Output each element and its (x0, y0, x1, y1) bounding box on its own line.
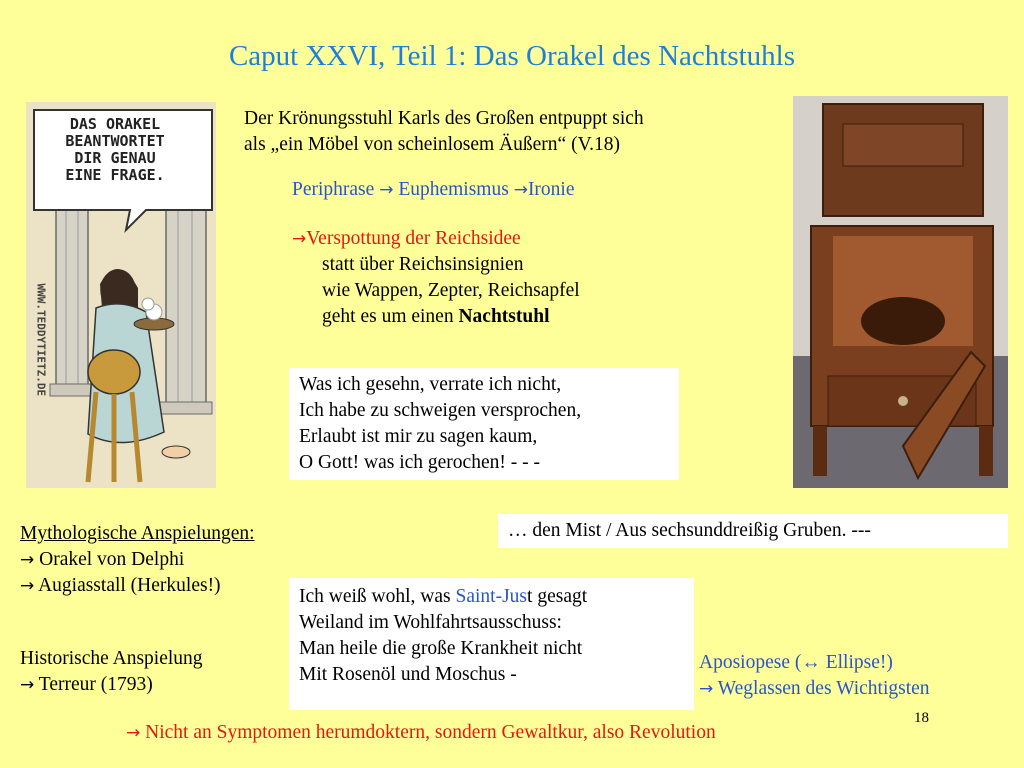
arrow-right-icon: → (379, 180, 394, 200)
arrow-right-icon: → (20, 675, 35, 695)
verspottung-block (292, 226, 580, 330)
verse-line: t gesagt (527, 586, 588, 607)
verspottung-line: geht es um einen (322, 306, 459, 327)
aposiopese-block (699, 650, 930, 702)
conclusion-text: Nicht an Symptomen herumdoktern, sondern Gewaltkur, also Revolution (145, 722, 716, 743)
cartoon-watermark: WWW.TEDDYTIETZ.DE (34, 283, 48, 397)
verspottung-heading: Verspottung der Reichsidee (306, 228, 521, 249)
verse-line: Erlaubt ist mir zu sagen kaum, (299, 426, 538, 447)
slide-title: Caput XXVI, Teil 1: Das Orakel des Nachtstuhls (228, 40, 796, 72)
page-number: 18 (914, 710, 929, 726)
commode-photo (793, 96, 1008, 488)
verse-line: Mit Rosenöl und Moschus - (299, 664, 517, 685)
periphrase-label: Periphrase (292, 179, 375, 200)
arrow-right-icon: → (20, 576, 35, 596)
arrow-right-icon: → (513, 180, 528, 200)
oracle-cartoon-image (26, 102, 216, 488)
euphemismus-label: Euphemismus (398, 179, 509, 200)
verse-line: Was ich gesehn, verrate ich nicht, (299, 374, 562, 395)
verse-line: Ich weiß wohl, was (299, 586, 456, 607)
mythology-item: Augiasstall (Herkules!) (38, 575, 221, 596)
verse-line: Weiland im Wohlfahrtsausschuss: (299, 612, 562, 633)
arrow-right-icon: → (126, 723, 141, 743)
history-block (20, 646, 203, 698)
verspottung-line: wie Wappen, Zepter, Reichsapfel (322, 280, 580, 301)
intro-line: als „ein Möbel von scheinlosem Äußern“ (V.18) (244, 134, 621, 155)
mythology-heading: Mythologische Anspielungen: (20, 523, 255, 544)
aposiopese-heading: Aposiopese (↔ Ellipse!) (699, 652, 893, 673)
arrow-right-icon: → (292, 229, 307, 249)
speech-line: BEANTWORTET (65, 132, 165, 150)
nachtstuhl-emphasis: Nachtstuhl (458, 306, 550, 327)
intro-text (244, 106, 644, 158)
verse-line: O Gott! was ich gerochen! - - - (299, 452, 540, 473)
aposiopese-explanation: Weglassen des Wichtigsten (717, 678, 930, 699)
cartoon-speech-bubble (40, 116, 190, 184)
history-heading: Historische Anspielung (20, 648, 203, 669)
stylistic-figures-line (292, 177, 575, 203)
speech-line: DIR GENAU (74, 149, 156, 167)
speech-line: EINE FRAGE. (65, 166, 165, 184)
verse-line: Ich habe zu schweigen versprochen, (299, 400, 582, 421)
ironie-label: Ironie (527, 179, 575, 200)
history-item: Terreur (1793) (38, 674, 153, 695)
quote-saint-just-box (289, 578, 694, 710)
commode-drawing (793, 96, 1008, 488)
arrow-right-icon: → (699, 679, 714, 699)
verse-line: Man heile die große Krankheit nicht (299, 638, 583, 659)
intro-line: Der Krönungsstuhl Karls des Großen entpuppt sich (244, 108, 644, 129)
mythology-item: Orakel von Delphi (39, 549, 185, 570)
quote-gruben-box: … den Mist / Aus sechsunddreißig Gruben. --- (498, 514, 1008, 548)
saint-just-name: Saint-Jus (455, 586, 528, 607)
speech-line: DAS ORAKEL (69, 115, 161, 133)
arrow-right-icon: → (20, 550, 35, 570)
mythology-block (20, 521, 255, 599)
quote-verses-box (289, 368, 679, 480)
verspottung-line: statt über Reichsinsignien (322, 254, 524, 275)
conclusion-line (126, 720, 716, 746)
